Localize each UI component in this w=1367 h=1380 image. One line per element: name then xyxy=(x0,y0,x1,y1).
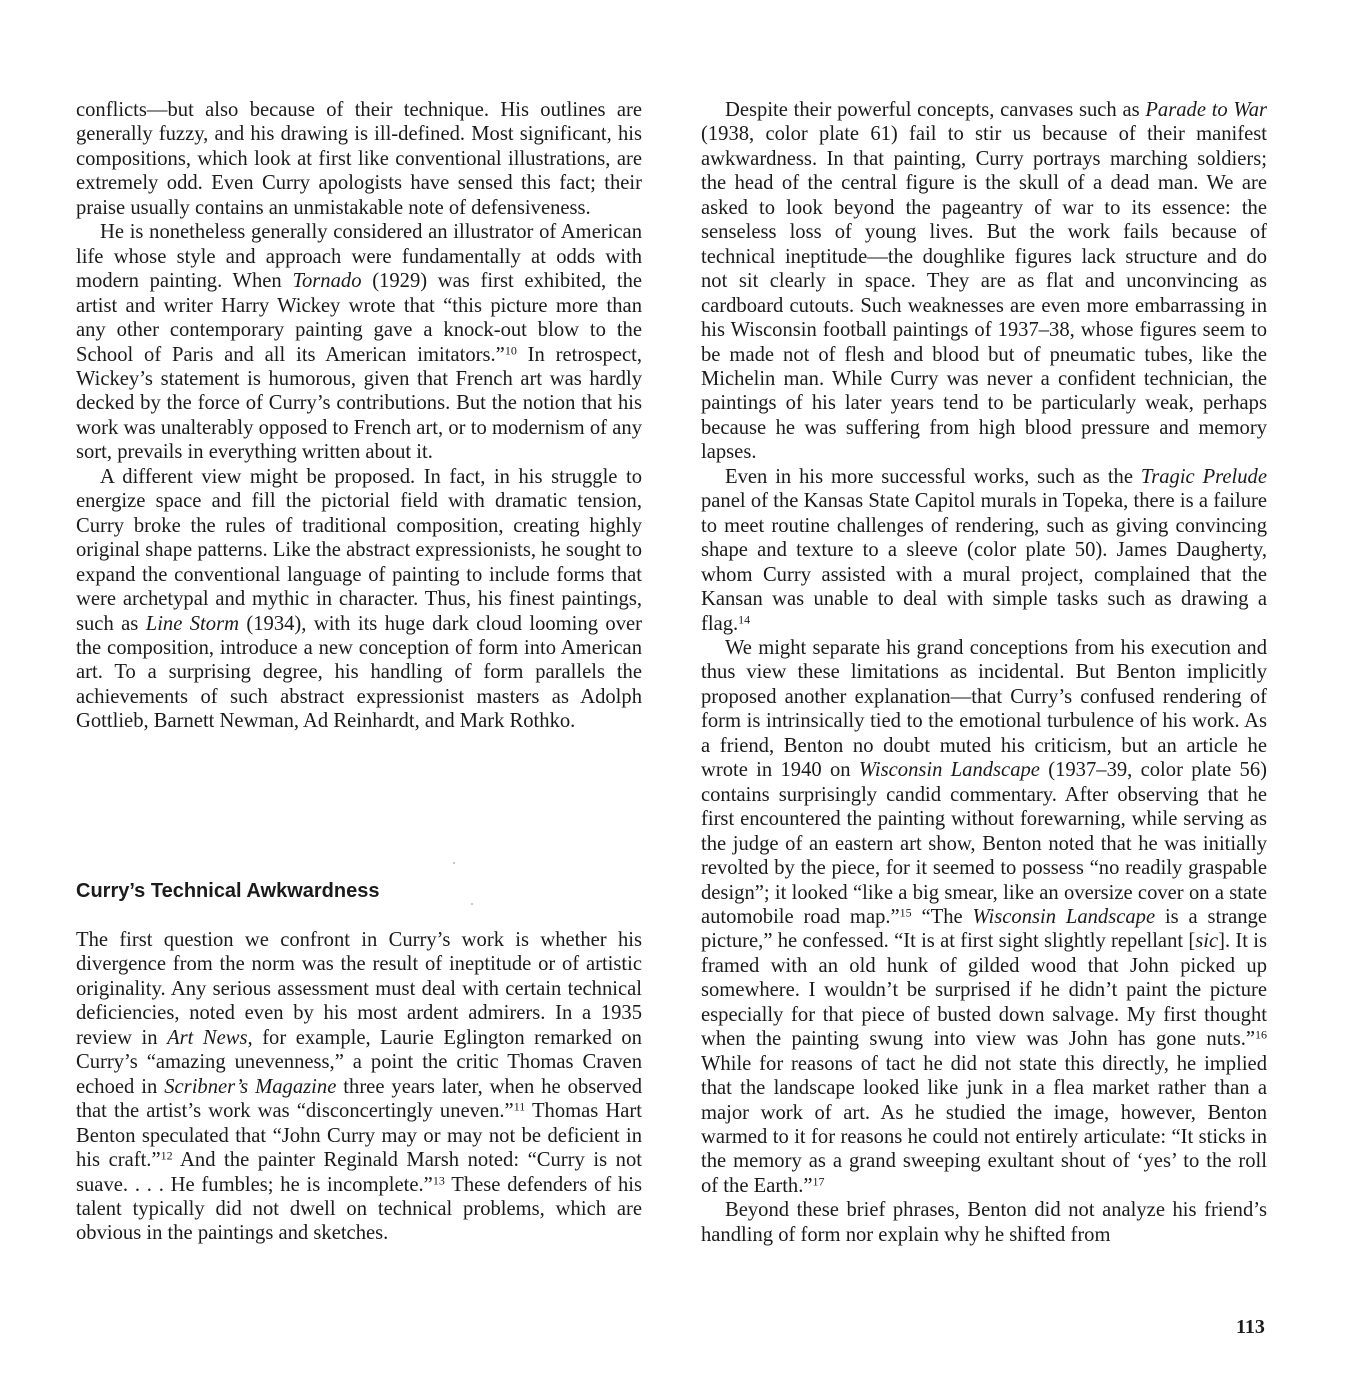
footnote-ref: 10 xyxy=(504,342,517,357)
section-heading: Curry’s Technical Awkwardness xyxy=(76,880,380,902)
footnote-ref: 17 xyxy=(812,1174,825,1189)
print-speck xyxy=(471,903,473,905)
paragraph: Despite their powerful concepts, canvases such as Parade to War (1938, color plate 61) fail to stir us because of their manifest awkwardness. In that painting, Curry portrays marching soldiers; the head of the central figure is the skull of a dead man. We are asked to look beyond the pageantry of war to its essence: the senseless loss of young lives. But the work fails because of technical ineptitude—the doughlike figures lack structure and do not sit clearly in space. They are as flat and unconvincing as cardboard cutouts. Such weaknesses are even more embarrassing in his Wisconsin football paintings of 1937–38, whose figures seem to be made not of flesh and blood but of pneumatic tubes, like the Michelin man. While Curry was never a confident technician, the paintings of his later years tend to be particularly weak, perhaps because he was suffering from high blood pressure and memory lapses. xyxy=(701,99,1268,464)
paragraph: Even in his more successful works, such as the Tragic Prelude panel of the Kansas State Capitol murals in Topeka, there is a failure to meet routine challenges of rendering, such as giving convincing shape and texture to a sleeve (color plate 50). James Daugherty, whom Curry assisted with a mural project, complained that the Kansan was unable to deal with simple tasks such as drawing a flag.$^{14}$ xyxy=(701,465,1267,635)
footnote-ref: 12 xyxy=(160,1148,173,1163)
artwork-title: Wisconsin Landscape xyxy=(858,759,1040,782)
publication-title: Art News, xyxy=(167,1026,253,1049)
artwork-title: Line Storm xyxy=(145,612,239,635)
page-number: 113 xyxy=(1236,1316,1265,1338)
footnote-ref: 11 xyxy=(513,1099,526,1114)
paragraph: He is nonetheless generally considered an illustrator of American life whose style and approach were fundamentally at odds with modern painting. When Tornado (1929) was first exhibited, the artist and writer Harry Wickey wrote that “this picture more than any other contemporary painting gave a knock-out blow to the School of Paris and all its American imitators.”$^{10}$ In retrospect, Wickey’s statement is humorous, given that French art was hardly decked by the force of Curry’s contributions. But the notion that his work was unalterably opposed to French art, or to modernism of any sort, prevails in everything written about it. xyxy=(76,221,643,464)
artwork-title: Tornado xyxy=(292,270,362,293)
footnote-ref: 16 xyxy=(1255,1027,1267,1042)
left-column-top xyxy=(76,98,642,734)
paragraph: We might separate his grand conceptions from his execution and thus view these limitations as incidental. But Benton implicitly proposed another explanation—that Curry’s confused rendering of form is intrinsically tied to the emotional turbulence of his work. As a friend, Benton no doubt muted his criticism, but an article he wrote in 1940 on Wisconsin Landscape (1937–39, color plate 56) contains surprisingly candid commentary. After observing that he first encountered the painting without forewarning, while serving as the judge of an eastern art show, Benton noted that he was initially revolted by the piece, for it seemed to possess “no readily graspable design”; it looked “like a big smear, like an oversize cover on a state automobile road map.”$^{15}$ “The Wisconsin Landscape is a strange picture,” he confessed. “It is at first sight slightly repellant [sic]. It is framed with an old hunk of gilded wood that John picked up somewhere. I wouldn’t be surprised if he didn’t paint the picture especially for that piece of busted down salvage. My first thought when the painting swung into view was John has gone nuts.”$^{16}$ While for reasons of tact he did not state this directly, he implied that the landscape looked like junk in a flea market rather than a major work of art. As he studied the image, however, Benton warmed to it for reasons he could not entirely articulate: “It sticks in the memory as a grand sweeping exultant shout of ‘yes’ to the roll of the Earth.”$^{17}$ xyxy=(701,636,1267,1197)
footnote-ref: 15 xyxy=(899,905,912,920)
footnote-ref: 13 xyxy=(432,1172,445,1187)
publication-title: Scribner’s Magazine xyxy=(164,1075,337,1098)
sic-mark: sic xyxy=(1195,930,1219,953)
paragraph: The first question we confront in Curry’s work is whether his divergence from the norm was the result of ineptitude or of artistic originality. Any serious assessment must deal with certain technical deficiencies, noted even by his most ardent admirers. In a 1935 review in Art News, for example, Laurie Eglington remarked on Curry’s “amazing unevenness,” a point the critic Thomas Craven echoed in Scribner’s Magazine three years later, when he observed that the artist’s work was “disconcertingly uneven.”$^{11}$ Thomas Hart Benton speculated that “John Curry may or may not be deficient in his craft.”$^{12}$ And the painter Reginald Marsh noted: “Curry is not suave. . . . He fumbles; he is incomplete.”$^{13}$ These defenders of his talent typically did not dwell on technical problems, which are obvious in the paintings and sketches. xyxy=(76,929,643,1245)
artwork-title: Wisconsin Landscape xyxy=(972,905,1156,928)
print-speck xyxy=(453,862,455,864)
paragraph: Beyond these brief phrases, Benton did not analyze his friend’s handling of form nor explain why he shifted from xyxy=(701,1199,1267,1246)
left-column-bottom xyxy=(76,928,642,1246)
artwork-title: Parade to War xyxy=(1145,99,1268,121)
right-column xyxy=(701,98,1267,1247)
footnote-ref: 14 xyxy=(738,611,751,626)
artwork-title: Tragic Prelude xyxy=(1140,465,1267,488)
paragraph: A different view might be proposed. In fact, in his struggle to energize space and fill the pictorial field with dramatic tension, Curry broke the rules of traditional composition, creating highly original shape patterns. Like the abstract expressionists, he sought to expand the conventional language of painting to include forms that were archetypal and mythic in character. Thus, his finest paintings, such as Line Storm (1934), with its huge dark cloud looming over the composition, introduce a new conception of form into American art. To a surprising degree, his handling of form parallels the achievements of such abstract expressionist masters as Adolph Gottlieb, Barnett Newman, Ad Reinhardt, and Mark Rothko. xyxy=(76,465,642,733)
paragraph: conflicts—but also because of their technique. His outlines are generally fuzzy, and his drawing is ill-defined. Most significant, his compositions, which look at first like conventional illustrations, are extremely odd. Even Curry apologists have sensed this fact; their praise usually contains an unmistakable note of defensiveness. xyxy=(76,99,642,219)
